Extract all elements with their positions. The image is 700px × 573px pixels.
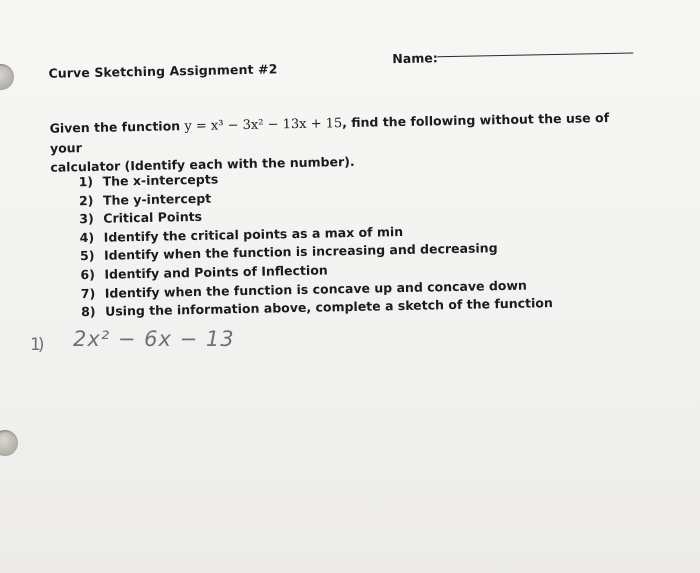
item-number: 6) bbox=[80, 266, 95, 283]
item-text: Using the information above, complete a sketch of the function bbox=[104, 295, 553, 319]
handwritten-answer-number: 1) bbox=[30, 335, 42, 355]
instructions-line2: calculator (Identify each with the number). bbox=[50, 153, 355, 175]
item-number: 1) bbox=[78, 173, 94, 190]
item-text: Identify the critical points as a max of min bbox=[103, 223, 404, 245]
task-list bbox=[78, 164, 553, 322]
item-text: Identify when the function is increasing and decreasing bbox=[103, 240, 498, 264]
item-text: The x-intercepts bbox=[102, 171, 219, 189]
item-number: 7) bbox=[80, 285, 96, 301]
item-number: 5) bbox=[79, 248, 95, 264]
item-text: Identify and Points of Inflection bbox=[104, 262, 328, 282]
item-number: 2) bbox=[78, 192, 94, 208]
item-text: The y-intercept bbox=[102, 190, 212, 208]
function-equation: y = x³ − 3x² − 13x + 15 bbox=[184, 116, 343, 135]
assignment-title: Curve Sketching Assignment #2 bbox=[48, 61, 278, 81]
name-label: Name: bbox=[392, 50, 438, 67]
name-blank-line bbox=[437, 53, 633, 58]
instructions-prefix: Given the function bbox=[49, 118, 181, 136]
handwritten-derivative: 2x² − 6x − 13 bbox=[73, 327, 235, 351]
item-text: Critical Points bbox=[103, 209, 203, 226]
instructions-suffix: , find the following without the use of your bbox=[49, 110, 610, 156]
item-number: 8) bbox=[80, 304, 96, 320]
item-number: 3) bbox=[79, 211, 94, 227]
item-text: Identify when the function is concave up and concave down bbox=[104, 277, 527, 301]
item-number: 4) bbox=[79, 229, 95, 245]
